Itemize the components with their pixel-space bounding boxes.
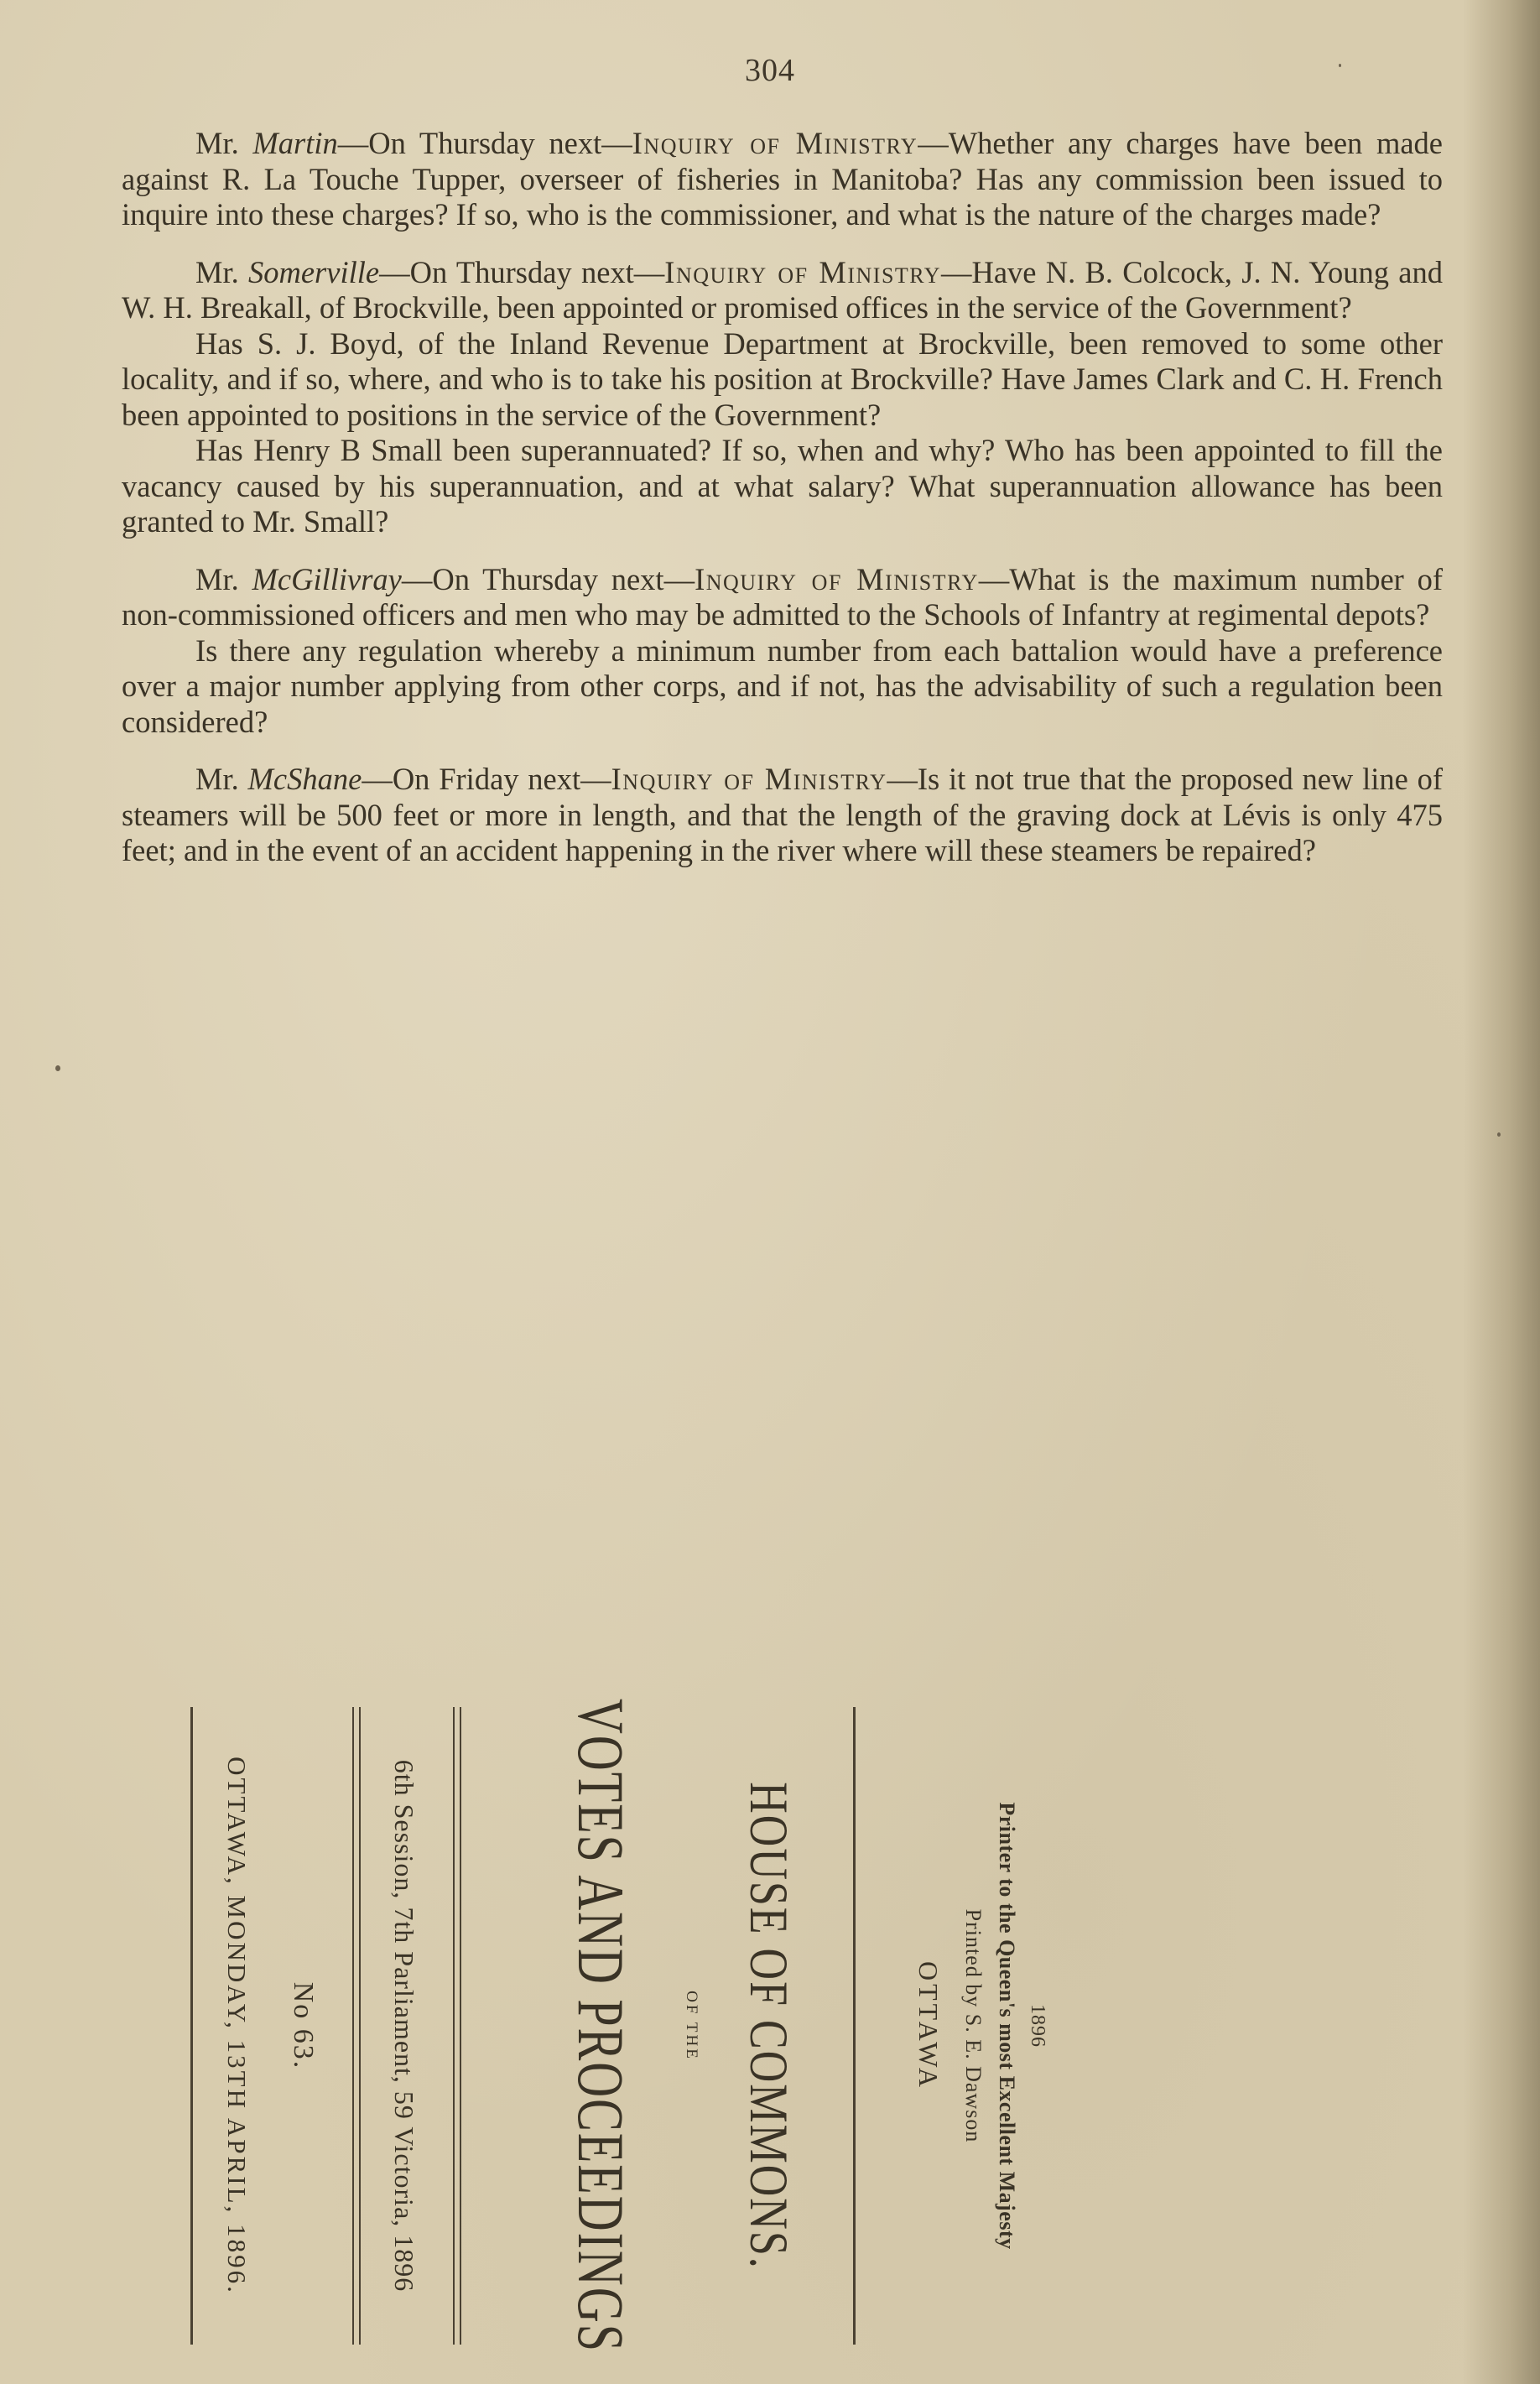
member-name: Somerville	[248, 254, 380, 289]
notice-time: —On Friday next—	[362, 762, 611, 796]
member-name: Martin	[252, 126, 338, 160]
page-number: 304	[745, 53, 795, 88]
inquiry-mcgillivray	[122, 562, 1443, 633]
notice-time: —On Thursday next—	[379, 254, 665, 289]
notice-kind: Inquiry of Ministry	[632, 126, 918, 160]
cover-double-rule	[352, 1707, 361, 2345]
inquiries-text	[122, 126, 1443, 869]
cover-city: OTTAWA	[913, 1961, 944, 2090]
paper-speck	[1339, 64, 1341, 67]
paper-speck	[1497, 1132, 1501, 1137]
notice-time: —On Thursday next—	[401, 561, 695, 596]
cover-title: VOTES AND PROCEEDINGS	[564, 1699, 638, 2353]
notice-time: —On Thursday next—	[337, 126, 632, 160]
inquiry-paragraph: Is there any regulation whereby a minimum number from each battalion would have a preference over a major number applying from other corps, and if not, has the advisability of such a regulation been considered?	[122, 632, 1443, 739]
inquiry-mcshane	[122, 762, 1443, 869]
inquiry-text: —Have N. B. Colcock, J. N. Young and W. H. Breakall, of Brockville, been appointed or promised offices in the service of the Government?	[122, 254, 1443, 325]
cover-rule	[853, 1707, 856, 2345]
member-name: McGillivray	[252, 561, 402, 596]
member-name: McShane	[247, 762, 362, 796]
cover-rotated	[117, 1682, 1367, 2370]
cover-number: No 63.	[288, 1981, 319, 2070]
cover-year: 1896	[1027, 2004, 1048, 2048]
inquiry-text: —What is the maximum number of non-commissioned officers and men who may be admitted to the Schools of Infantry at regimental depots?	[122, 561, 1443, 632]
notice-kind: Inquiry of Ministry	[664, 254, 941, 289]
member-prefix: Mr.	[195, 126, 253, 160]
inquiry-martin	[122, 126, 1443, 233]
inquiry-paragraph: Has S. J. Boyd, of the Inland Revenue Department at Brockville, been removed to some other locality, and if so, where, and who is to take his position at Brockville? Have James Clark and C. H. French been appointed to positions in the service of the Government?	[122, 325, 1443, 432]
inquiry-text: —Whether any charges have been made against R. La Touche Tupper, overseer of fisheries in Manitoba? Has any commission been issued to inquire into these charges? If so, who is the commissioner, and what is the nature of the charges made?	[122, 126, 1443, 232]
cover-double-rule	[453, 1707, 461, 2345]
cover-rule	[190, 1707, 193, 2345]
inquiry-text: —Is it not true that the proposed new line of steamers will be 500 feet or more in length, and that the length of the graving dock at Lévis is only 475 feet; and in the event of an accident happening in the river where will these steamers be repaired?	[122, 762, 1443, 867]
notice-kind: Inquiry of Ministry	[695, 561, 979, 596]
inquiry-paragraph: Has Henry B Small been superannuated? If so, when and why? Who has been appointed to fill the vacancy caused by his superannuation, and at what salary? What superannuation allowance has been granted to Mr. Small?	[122, 433, 1443, 539]
cover-date: OTTAWA, MONDAY, 13TH APRIL, 1896.	[222, 1757, 252, 2295]
cover-of-the: OF THE	[683, 1991, 700, 2061]
member-prefix: Mr.	[195, 561, 252, 596]
member-prefix: Mr.	[195, 762, 248, 796]
cover-printer: Printed by S. E. Dawson	[961, 1908, 986, 2143]
notice-kind: Inquiry of Ministry	[611, 762, 887, 796]
member-prefix: Mr.	[195, 254, 248, 289]
cover-session: 6th Session, 7th Parliament, 59 Victoria, 1896	[389, 1759, 419, 2293]
inquiry-somerville	[122, 255, 1443, 326]
cover-house: HOUSE OF COMMONS.	[737, 1782, 799, 2270]
paper-speck	[55, 1065, 60, 1071]
cover-printer-role: Printer to the Queen's most Excellent Majesty	[995, 1802, 1019, 2250]
cover-docket	[117, 1682, 1367, 2370]
